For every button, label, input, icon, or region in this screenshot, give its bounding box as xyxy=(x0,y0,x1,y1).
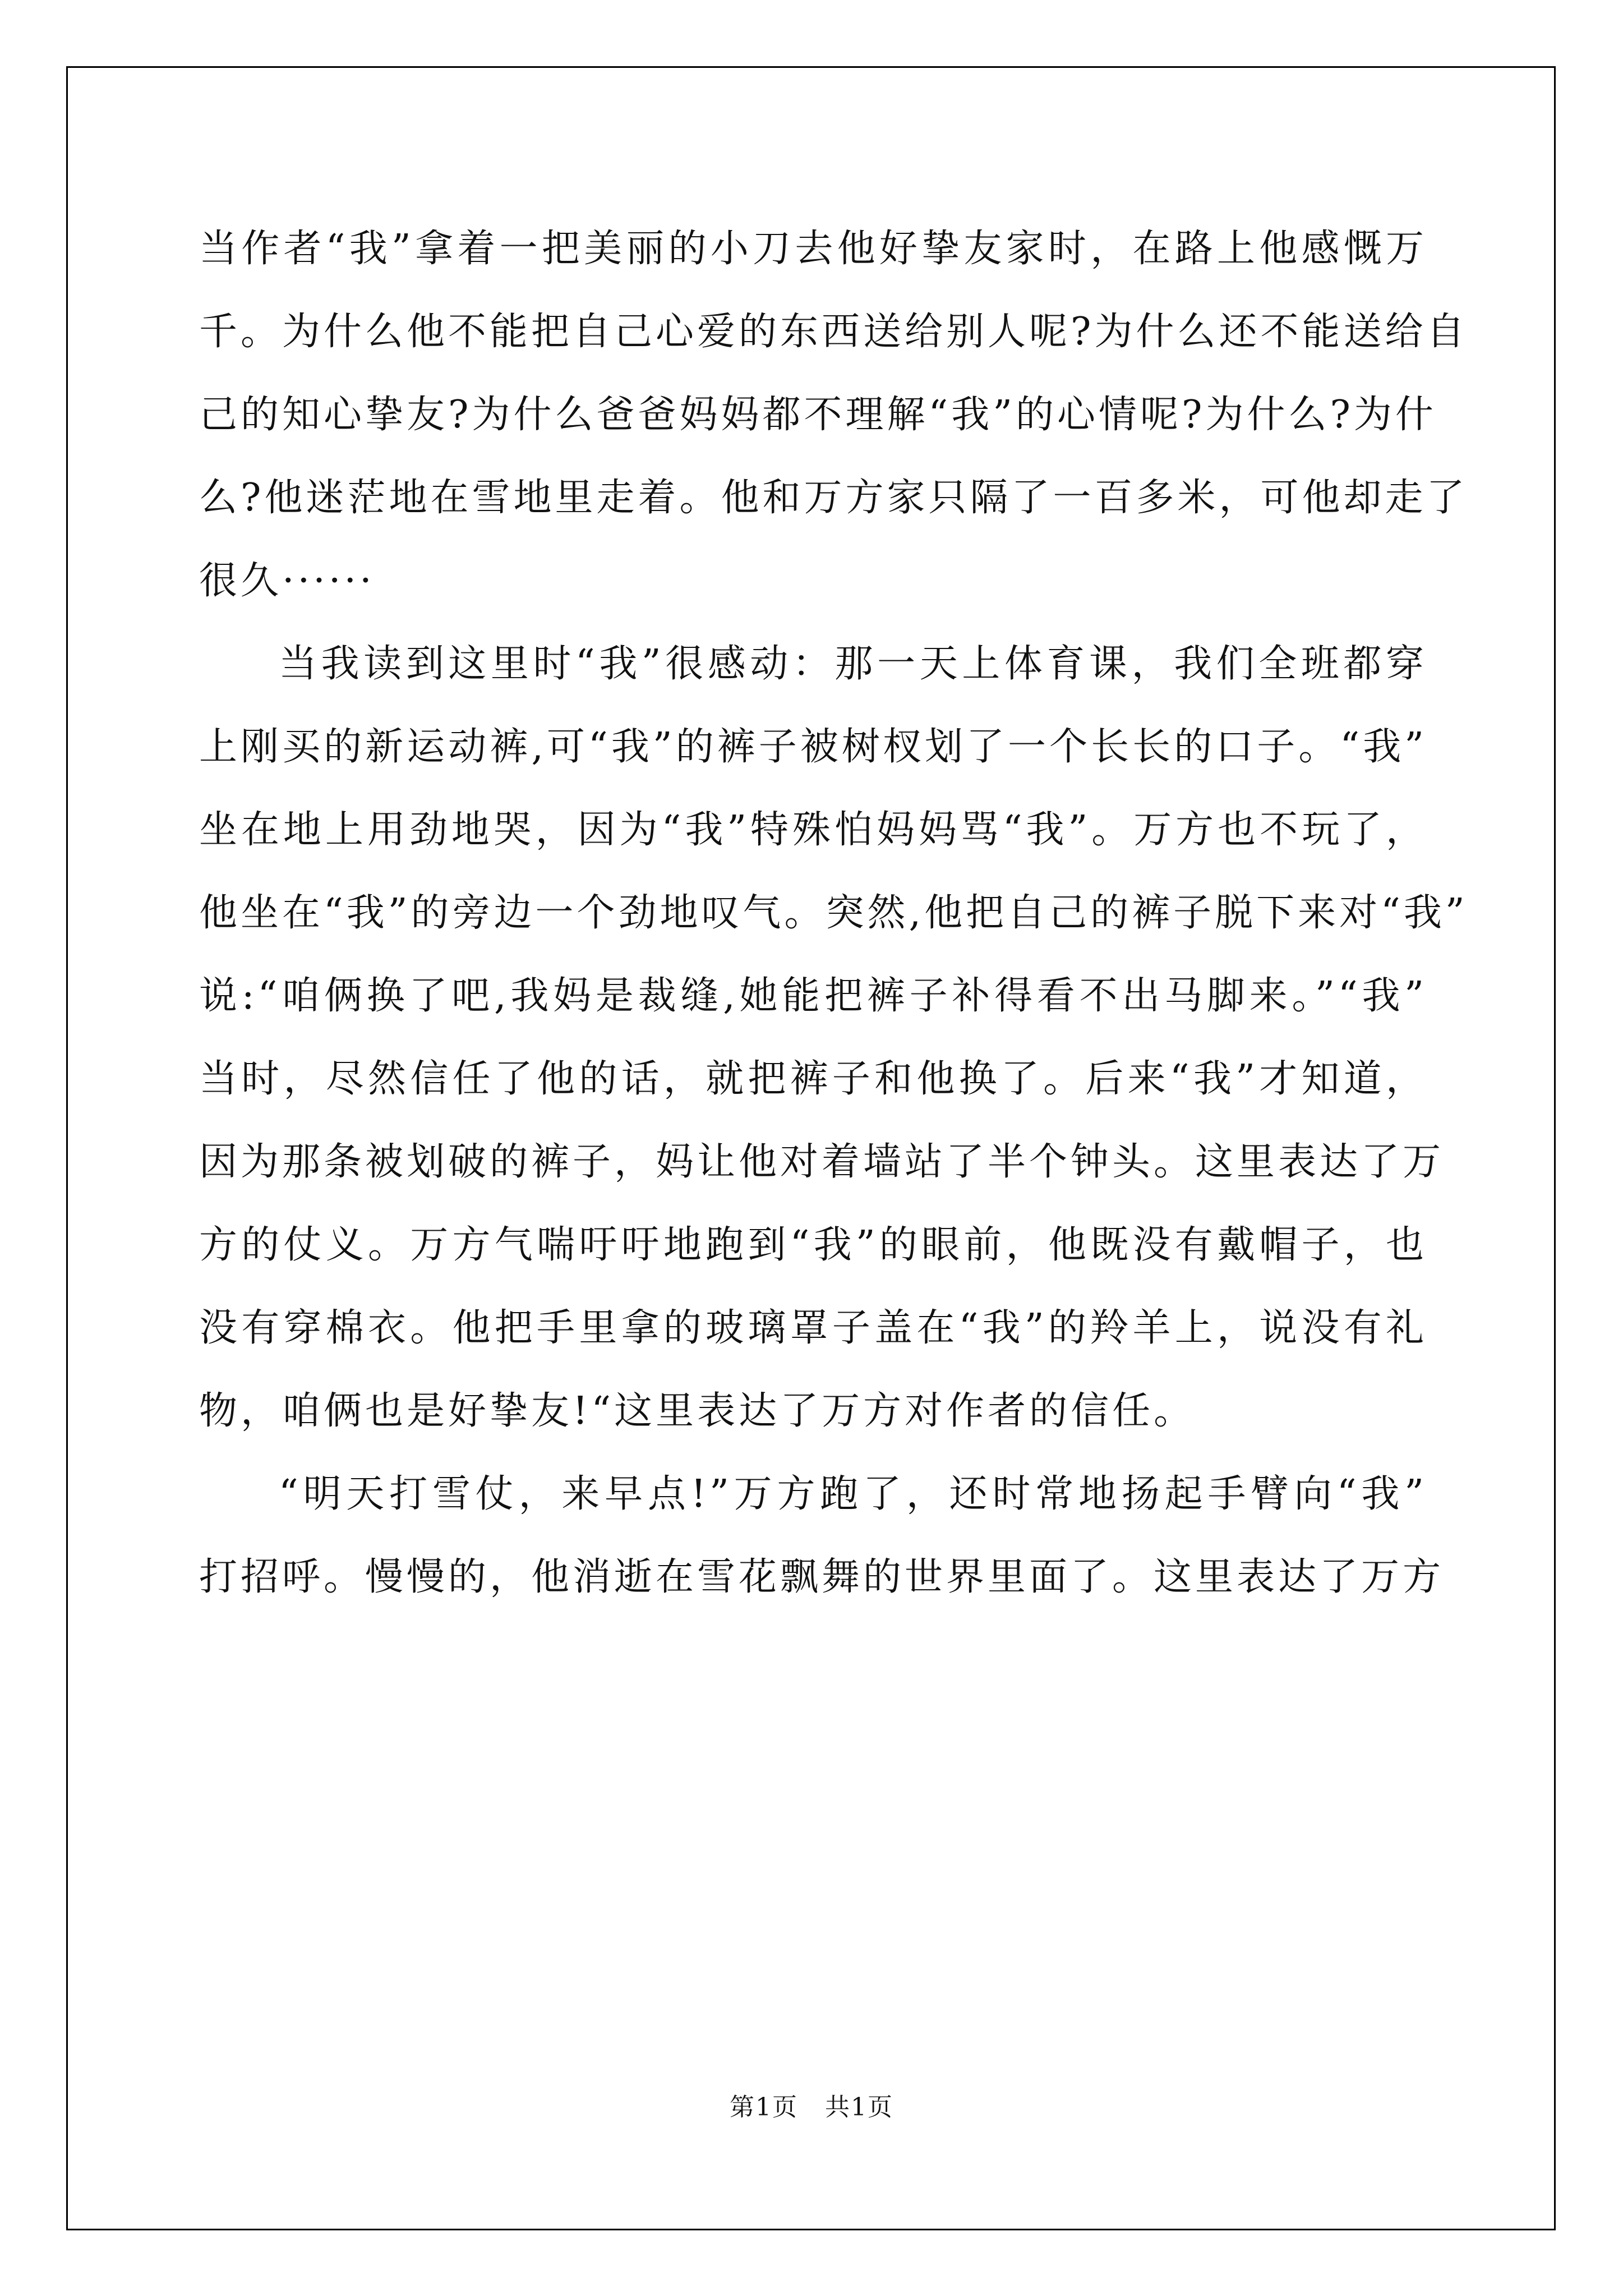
text-line: 当作者“我”拿着一把美丽的小刀去他好挚友家时，在路上他感慨万 xyxy=(199,227,1427,271)
text-line: 坐在地上用劲地哭，因为“我”特殊怕妈妈骂“我”。万方也不玩了， xyxy=(199,808,1427,852)
text-line: 方的仗义。万方气喘吁吁地跑到“我”的眼前，他既没有戴帽子，也 xyxy=(199,1223,1427,1267)
text-line: 己的知心挚友?为什么爸爸妈妈都不理解“我”的心情呢?为什么?为什 xyxy=(199,393,1437,437)
document-body xyxy=(199,208,1468,1619)
page-footer xyxy=(0,2087,1623,2123)
text-line: 么?他迷茫地在雪地里走着。他和万方家只隔了一百多米，可他却走了 xyxy=(199,476,1468,520)
text-line: 他坐在“我”的旁边一个劲地叹气。突然,他把自己的裤子脱下来对“我” xyxy=(199,891,1468,935)
text-line: 没有穿棉衣。他把手里拿的玻璃罩子盖在“我”的羚羊上，说没有礼 xyxy=(199,1306,1427,1350)
text-line: 上刚买的新运动裤,可“我”的裤子被树杈划了一个长长的口子。“我” xyxy=(199,725,1428,769)
page-total: 共1页 xyxy=(825,2093,893,2122)
text-line: 物，咱俩也是好挚友!“这里表达了万方对作者的信任。 xyxy=(199,1389,1196,1433)
page-number: 第1页 xyxy=(730,2093,798,2122)
text-line: 当我读到这里时“我”很感动：那一天上体育课，我们全班都穿 xyxy=(279,642,1427,686)
text-line: 因为那条被划破的裤子，妈让他对着墙站了半个钟头。这里表达了万 xyxy=(199,1140,1445,1184)
text-line: 千。为什么他不能把自己心爱的东西送给别人呢?为什么还不能送给自 xyxy=(199,310,1468,354)
paragraph-1 xyxy=(199,208,1468,623)
text-line: 说:“咱俩换了吧,我妈是裁缝,她能把裤子补得看不出马脚来。”“我” xyxy=(199,974,1427,1018)
text-line: 很久······ xyxy=(199,559,375,603)
text-line: “明天打雪仗，来早点!”万方跑了，还时常地扬起手臂向“我” xyxy=(279,1472,1427,1516)
paragraph-3 xyxy=(199,1453,1445,1619)
paragraph-2 xyxy=(199,623,1468,1453)
text-line: 打招呼。慢慢的，他消逝在雪花飘舞的世界里面了。这里表达了万方 xyxy=(199,1555,1445,1599)
text-line: 当时，尽然信任了他的话，就把裤子和他换了。后来“我”才知道， xyxy=(199,1057,1427,1101)
